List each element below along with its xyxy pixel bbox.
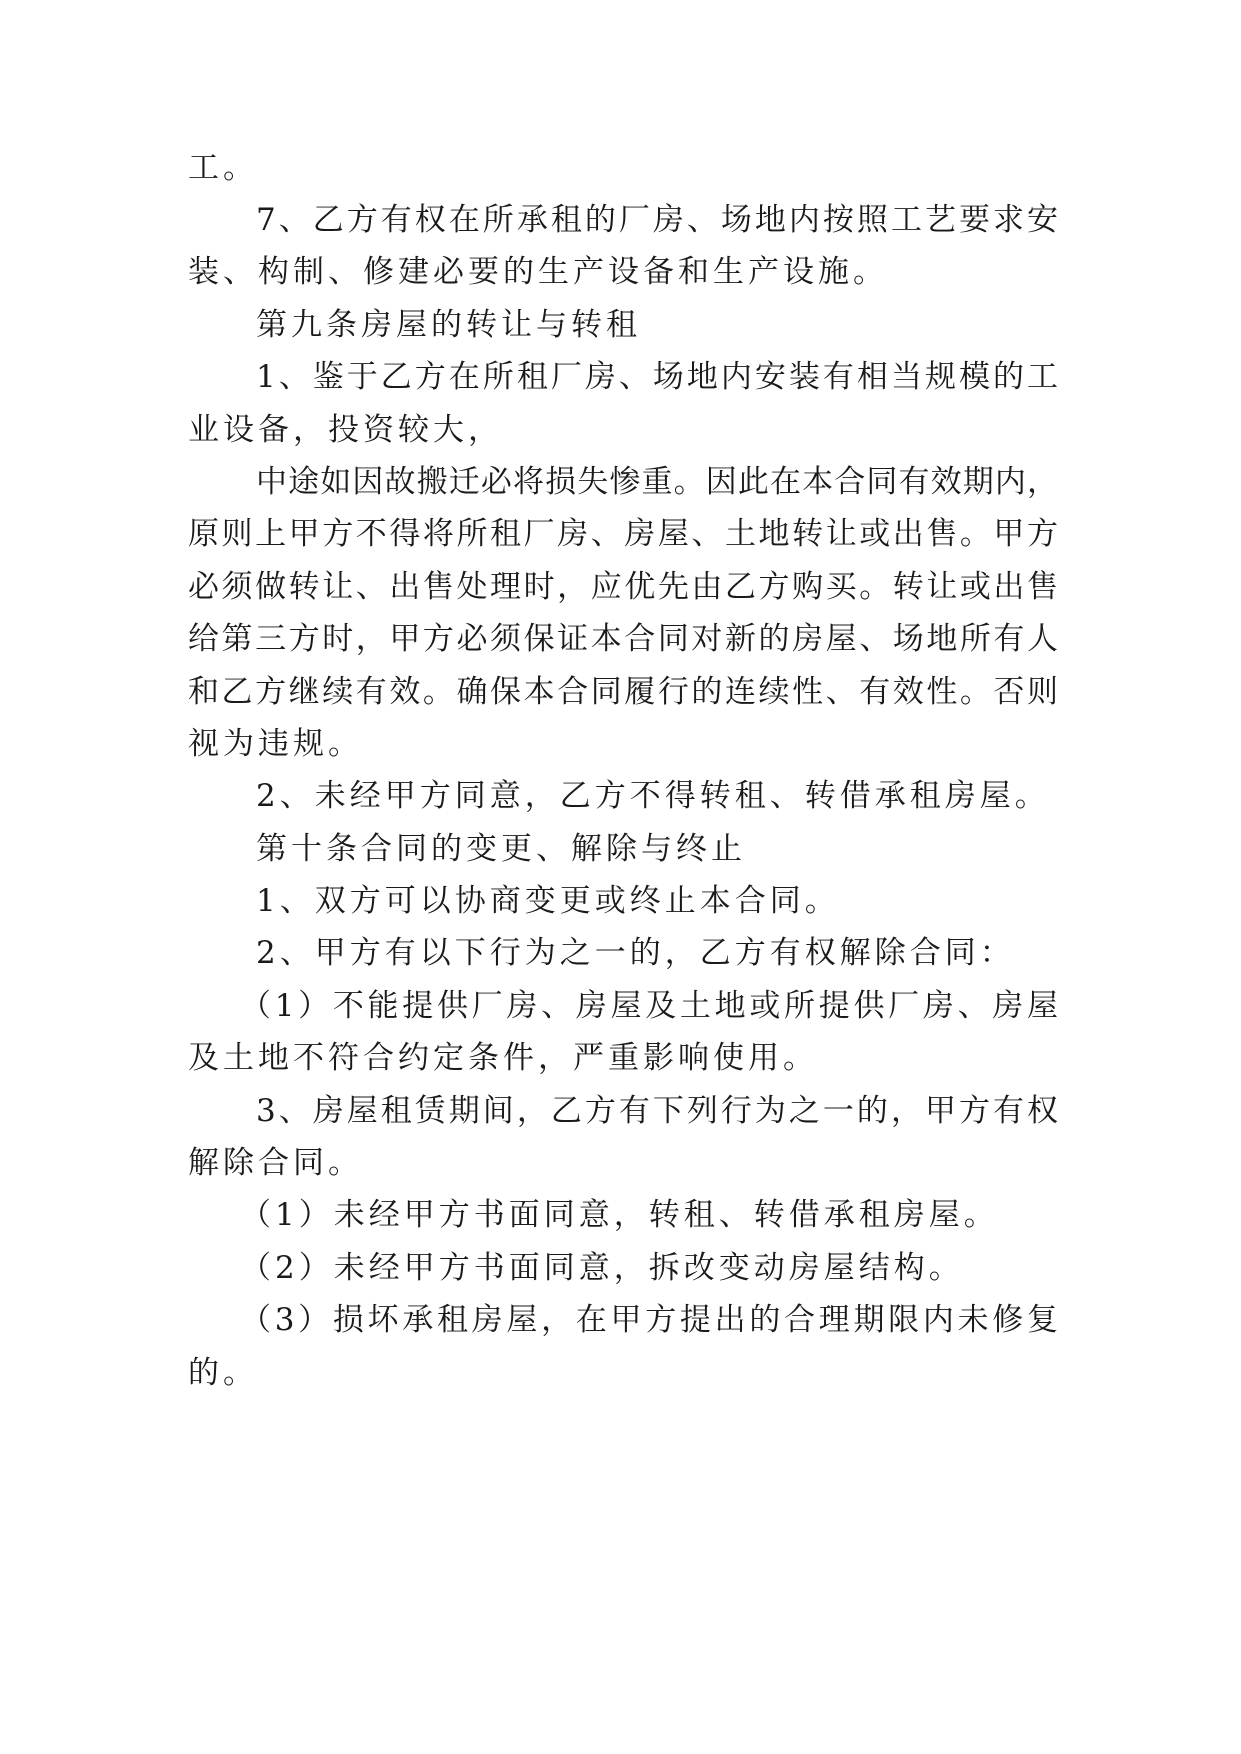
text-line: 给第三方时，甲方必须保证本合同对新的房屋、场地所有人 [188, 621, 1058, 657]
text-line: （1）未经甲方书面同意，转租、转借承租房屋。 [240, 1197, 999, 1233]
text-line: （1）不能提供厂房、房屋及土地或所提供厂房、房屋 [240, 988, 1058, 1024]
text-line: 1、双方可以协商变更或终止本合同。 [256, 883, 840, 919]
text-line: 2、未经甲方同意，乙方不得转租、转借承租房屋。 [256, 778, 1050, 814]
section-heading: 第九条房屋的转让与转租 [256, 307, 641, 343]
text-line: （3）损坏承租房屋，在甲方提出的合理期限内未修复 [240, 1302, 1058, 1338]
section-heading: 第十条合同的变更、解除与终止 [256, 831, 746, 867]
text-line: 业设备，投资较大， [188, 412, 503, 448]
text-line: 1、鉴于乙方在所租厂房、场地内安装有相当规模的工 [256, 359, 1058, 395]
text-line: 必须做转让、出售处理时，应优先由乙方购买。转让或出售 [188, 569, 1058, 605]
text-line: 装、构制、修建必要的生产设备和生产设施。 [188, 254, 888, 290]
text-line: 及土地不符合约定条件，严重影响使用。 [188, 1040, 818, 1076]
text-line: 7、乙方有权在所承租的厂房、场地内按照工艺要求安 [256, 202, 1058, 238]
text-line: 中途如因故搬迁必将损失惨重。因此在本合同有效期内， [256, 464, 1058, 500]
text-line: 视为违规。 [188, 726, 363, 762]
text-line: 2、甲方有以下行为之一的，乙方有权解除合同： [256, 935, 1015, 971]
text-line: 工。 [188, 150, 258, 186]
text-line: （2）未经甲方书面同意，拆改变动房屋结构。 [240, 1250, 964, 1286]
text-line: 原则上甲方不得将所租厂房、房屋、土地转让或出售。甲方 [188, 516, 1058, 552]
text-line: 和乙方继续有效。确保本合同履行的连续性、有效性。否则 [188, 674, 1058, 710]
text-line: 的。 [188, 1355, 258, 1391]
text-line: 3、房屋租赁期间，乙方有下列行为之一的，甲方有权 [256, 1093, 1058, 1129]
text-line: 解除合同。 [188, 1145, 363, 1181]
